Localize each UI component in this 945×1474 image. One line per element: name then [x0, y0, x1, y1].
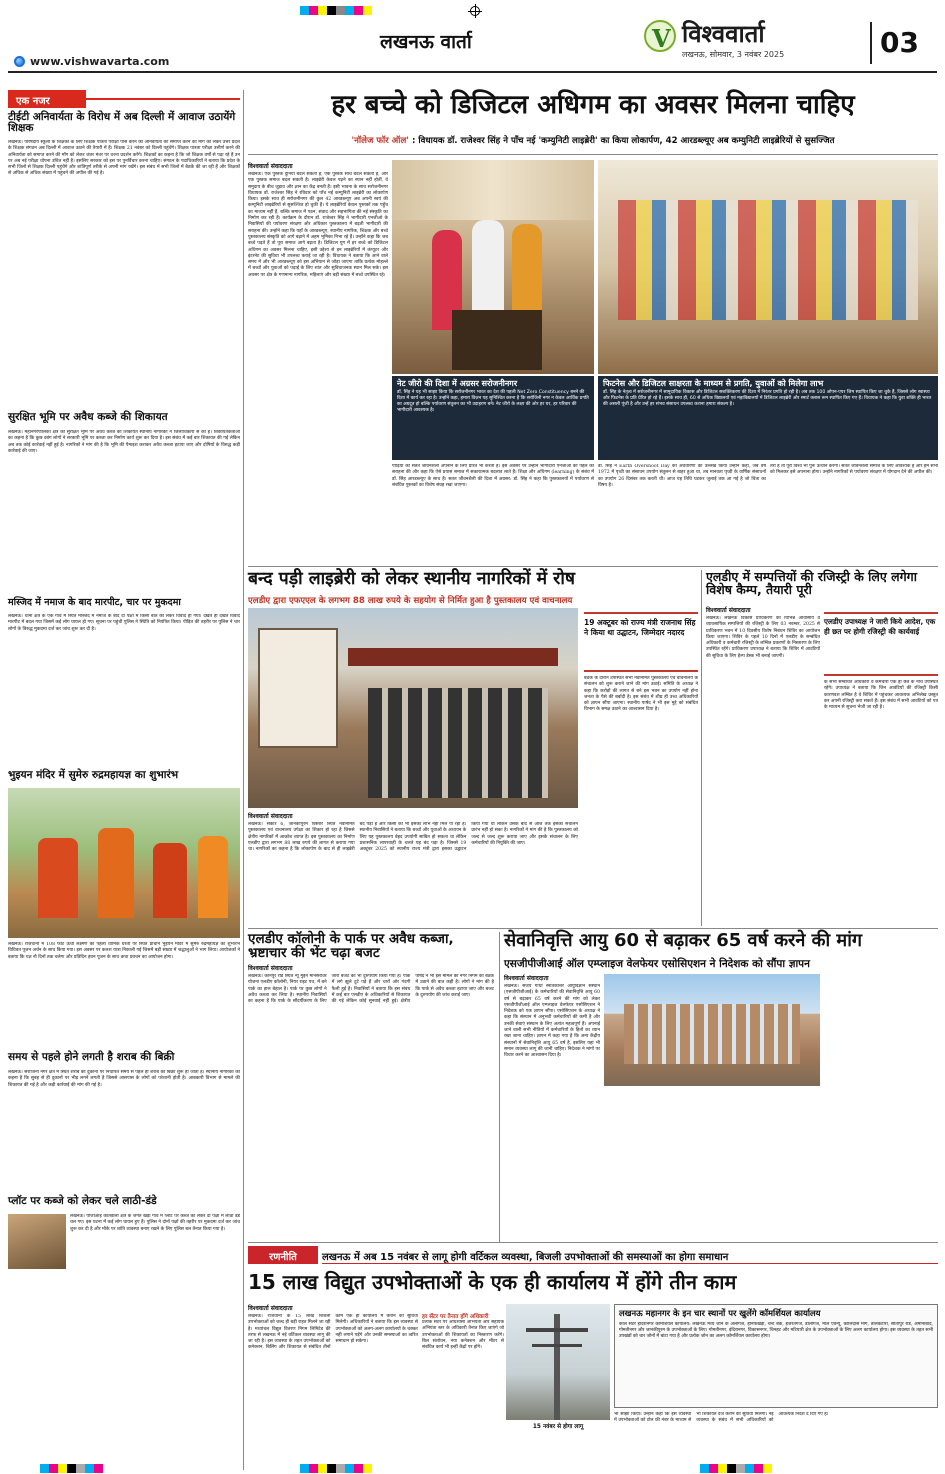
commercial-text: कॉल सेंटर इंदिरानगर कॉमर्शियल कार्यालय: लखनऊ मध्य जोन के अलीगंज, हनिफखेड़ा, चैन्ट बैंक, हजरतगंज, डालीगंज, माल एवेन्यू, कालिदास मार्ग, तालकटोरा, सीतापुर रोड, अमीनाबाद, गोमतीनगर और जानकीपुरम के उपभोक्ताओं के लिए। गोमतीनगर, इंदिरानगर, विकासनगर, चिनहट और मटियारी क्षेत्र के उपभोक्ताओं के लिए अलग कार्यालय होगा। इस व्यवस्था के तहत सभी उपखंडों को चार जोनों में बांटा गया है और प्रत्येक जोन का अलग कॉमर्शियल कार्यालय होगा। [619, 1322, 933, 1340]
lda-headline: एलडीए में सम्पत्तियों की रजिस्ट्री के लिए लगेगा विशेष कैम्प, तैयारी पूरी [706, 569, 917, 598]
lead-rule [248, 154, 938, 155]
library-subhead: एलडीए द्वारा एफएएल के लगभग 88 लाख रुपये के सहयोग से निर्मित हुआ है पुस्तकालय एवं वाचनालय [248, 596, 573, 606]
fitness-caption-text: डॉ. सिंह के नेतृत्व में सरोजनीनगर में सामुदायिक विकास और डिजिटल सशक्तिकरण की दिशा में निरंतर प्रगति हो रही है। अब तक 100 ओपन-एयर जिम स्थापित किए जा चुके हैं, जिससे लोग स्वास्थ्य और फिटनेस के प्रति प्रेरित हो रहे हैं। इसके साथ ही, 60 से अधिक विद्यालयों एवं महाविद्यालयों में डिजिटल लाइब्रेरी और स्मार्ट क्लास रूम स्थापित किए गए हैं। विधायक ने कहा कि युवा शक्ति ही भारत की असली पूंजी है और उन्हें हर संभव संसाधन उपलब्ध कराना हमारा संकल्प है। [603, 390, 932, 407]
header-rule [8, 71, 937, 73]
retirement-body-col3 [824, 974, 938, 1240]
header [0, 0, 945, 72]
lead-bottom-rule [248, 566, 938, 567]
lead-col2: पीढ़ियों को सतत जीवनशैली अपनाने के लिए प्रेरित भी करती है। इस अवसर पर उन्होंने भागीदारी एनजीओ की पहल की सराहना की और कहा कि ऐसे प्रयास समाज में सकारात्मक बदलाव लाते हैं। शिक्षा और अधिगम (learning) के संबंध में डॉ. सिंह आरडब्ल्यूए के साथ हैं। सतत जीवनशैली की दिशा में अग्रसर: डॉ. सिंह ने कहा कि पुस्तकालयों में पर्यावरण से संबंधित पुस्तकों का विशेष संग्रह रखा जाएगा। [392, 464, 594, 488]
color-bar-bottom-right [700, 1464, 772, 1473]
lower-rule [248, 1242, 938, 1243]
power-body: लखनऊ। राजधानी के 15 लाख बिजली उपभोक्ताओं को जल्द ही बड़ी राहत मिलने जा रही है। मध्यांचल विद्युत वितरण निगम लिमिटेड की तरफ से लखनऊ में नई वर्टिकल व्यवस्था लागू की जा रही है। इस व्यवस्था के तहत उपभोक्ताओं को कनेक्शन, बिलिंग और शिकायत से संबंधित तीनों काम एक ही कार्यालय में कराने की सुविधा मिलेगी। अधिकारियों ने बताया कि इस व्यवस्था से उपभोक्ताओं को अलग-अलग कार्यालयों के चक्कर नहीं लगाने पड़ेंगे और उनकी समस्याओं का त्वरित समाधान हो सकेगा। [248, 1314, 418, 1351]
library-callout [584, 612, 698, 672]
lda-body: लखनऊ। लखनऊ विकास प्राधिकरण की विभिन्न आवासीय व व्यावसायिक सम्पत्तियों की रजिस्ट्री के लिए 03 नवम्बर, 2025 से प्राधिकरण भवन में 10 दिवसीय विशेष निबंधन शिविर का आयोजन किया जाएगा। शिविर के पहले 10 दिनों में एलडीए के सम्बंधित अधिकारी व कर्मचारी रजिस्ट्री के लम्बित प्रकरणों के निस्तारण के लिए उपस्थित रहेंगे। प्राधिकरण उपाध्यक्ष ने बताया कि शिविर में आवंटियों की सुविधा के लिए हेल्प डेस्क भी बनाई जाएगी। [706, 616, 820, 659]
header-divider [870, 22, 872, 64]
library-body: लखनऊ। सेक्टर 6, जानकीपुरम विस्तार स्थित नवनिर्मित पुस्तकालय एवं वाचनालय उपेक्षा का शिकार हो रहा है जिससे क्षेत्रीय नागरिकों में आक्रोश व्याप्त है। इस पुस्तकालय का निर्माण एलडीए द्वारा लगभग 88 लाख रुपये की लागत से कराया गया था। नागरिकों का कहना है कि लोकार्पण के बाद से ही लाइब्रेरी बंद पड़ी है और किसी को भी इसका लाभ नहीं मिल पा रहा है। स्थानीय निवासियों ने बताया कि बच्चों और युवाओं के अध्ययन के लिए यह पुस्तकालय बेहद उपयोगी साबित हो सकता था लेकिन प्रशासनिक लापरवाही के चलते यह बंद पड़ा है। जिससे 19 अक्टूबर 2025 को स्थानीय राज्य मंत्री द्वारा इसका उद्घाटन किया गया था लेकिन उसके बाद से आज तक इसका संचालन प्रारंभ नहीं हो सका है। नागरिकों ने मांग की है कि पुस्तकालय को जल्द से जल्द शुरू कराया जाए और इसके संचालन के लिए कर्मचारियों की नियुक्ति की जाए। [248, 822, 578, 853]
park-headline: एलडीए कॉलोनी के पार्क पर अवैध कब्जा, भ्रष्टाचार की भेंट चढ़ा बजट [248, 931, 454, 962]
fitness-caption [598, 376, 938, 460]
left-item-2-title: सुरक्षित भूमि पर अवैध कब्जे की शिकायत [8, 411, 168, 423]
left-item-5-title: समय से पहले होने लगती है शराब की बिक्री [8, 1051, 175, 1063]
retirement-byline: विश्ववार्ता संवाददाता [504, 975, 549, 982]
ek-nazar-label: एक नजर [8, 90, 86, 108]
left-item-2-body: लखनऊ। महानगरपालिका क्षेत्र की सुरक्षित भूमि पर अवैध कब्जे की शिकायत स्थानीय नागरिकों ने जिलाधिकारी से की है। शिकायतकर्ताओं का कहना है कि कुछ दबंग लोगों ने सरकारी भूमि पर कब्जा कर निर्माण कार्य शुरू कर दिया है। इस संबंध में कई बार शिकायत की गई लेकिन अब तक कोई कार्रवाई नहीं हुई है। नागरिकों ने मांग की है कि भूमि की पैमाइश कराकर अवैध कब्जा हटाया जाए और दोषियों के विरुद्ध कड़ी कार्रवाई की जाए। [8, 430, 240, 454]
lead-byline: विश्ववार्ता संवाददाता [248, 163, 293, 170]
net-zero-caption-text: डॉ. सिंह ने यह भी साझा किया कि सरोजनीनगर भारत का देश की पहली Net Zero Constituency बनने की दिशा में कार्य कर रहा है। उन्होंने कहा, हमारा विज़न यह सुनिश्चित करना है कि सरोजिनी नगर न केवल आर्थिक प्रगति का अग्रदूत हो बल्कि पर्यावरण संतुलन का भी उदाहरण बने। नेट जीरो के लक्ष्य की ओर हर घर, हर परिवार की भागीदारी आवश्यक है। [397, 390, 589, 413]
library-headline: बन्द पड़ी लाइब्रेरी को लेकर स्थानीय नागरिकों में रोष [248, 569, 575, 589]
sgpgi-building-photo [604, 974, 820, 1086]
plot-dispute-photo [8, 1214, 66, 1269]
power-strap: लखनऊ में अब 15 नवंबर से लागू होगी वर्टिकल व्यवस्था, बिजली उपभोक्ताओं की समस्याओं का होगा समाधान [322, 1246, 938, 1264]
park-byline: विश्ववार्ता संवाददाता [248, 965, 293, 972]
left-item-6-title: प्लॉट पर कब्जे को लेकर चले लाठी-डंडे [8, 1195, 157, 1207]
lead-subhead-line [248, 134, 938, 146]
lead-subhead-sep: : [411, 136, 419, 146]
site-url[interactable]: www.vishwavarta.com [30, 55, 170, 68]
dateline: लखनऊ, सोमवार, 3 नवंबर 2025 [682, 50, 785, 59]
lda-callout [824, 612, 938, 676]
library-callout-text: 19 अक्टूबर को राज्य मंत्री राजनाथ सिंह ने किया था उद्घाटन, जिम्मेदार नदारद [584, 618, 696, 637]
brand-name: विश्ववार्ता [682, 20, 765, 48]
left-item-4-title: भुइयन मंदिर में सुमेरु रुद्रमहायज्ञ का शुभारंभ [8, 769, 179, 781]
library-divider [701, 570, 702, 926]
community-photo [598, 160, 938, 374]
retirement-subhead: एसजीपीजीआई ऑल एम्प्लाइज वेलफेयर एसोसिएशन ने निदेशक को सौंपा ज्ञापन [504, 958, 810, 970]
mid-rule [248, 928, 938, 929]
left-item-4-body: लखनऊ। राजधानी में 108 फीट ऊंची लक्ष्मण की पहली धार्मिक धरती पर स्थित प्राचीन भुइयन मंदिर में सुमेरु रुद्रमहायज्ञ का शुभारंभ विधिवत पूजन अर्चन के साथ किया गया। इस अवसर पर कलश यात्रा निकाली गई जिसमें बड़ी संख्या में श्रद्धालुओं ने भाग लिया। आयोजकों ने बताया कि यज्ञ नौ दिनों तक चलेगा और प्रतिदिन हवन पूजन के साथ कथा प्रवचन का आयोजन होगा। [8, 942, 240, 960]
power-pole-photo [506, 1304, 610, 1420]
closed-library-photo [248, 608, 578, 808]
power-byline: विश्ववार्ता संवाददाता [248, 1305, 293, 1312]
library-byline: विश्ववार्ता संवाददाता [248, 813, 293, 820]
lda-byline: विश्ववार्ता संवाददाता [706, 607, 751, 614]
park-body: लखनऊ। कानपुर रोड स्थित न्यू मुईन मानसरोवर योजना एलडीए कॉलोनी, नियर राइट पथ, में बने पार्क का हाल बेहाल है। पार्क पर कुछ लोगों ने अवैध कब्जा कर लिया है। स्थानीय निवासियों का कहना है कि पार्क के सौंदर्यीकरण के लिए जारी बजट का भी दुरुपयोग किया गया है। पार्क में लगे झूले टूटे पड़े हैं और चारों ओर गंदगी फैली हुई है। निवासियों ने बताया कि इस संबंध में कई बार एलडीए के अधिकारियों से शिकायत की गई लेकिन कोई सुनवाई नहीं हुई। क्षेत्रीय पार्षद ने भी इस मामले को नगर निगम की बैठक में उठाने की बात कही है। लोगों ने मांग की है कि पार्क से अवैध कब्जा हटाया जाए और बजट के दुरुपयोग की जांच कराई जाए। [248, 974, 494, 1005]
color-bar-bottom-left [40, 1464, 103, 1473]
yagya-photo [8, 788, 240, 938]
power-photo-caption: 15 नवंबर से होगा लागू [532, 1424, 584, 1430]
left-column [8, 90, 240, 1472]
vishwavarta-logo: V [642, 18, 678, 58]
retirement-body: लखनऊ। संजय गांधी स्नातकोत्तर आयुर्विज्ञान संस्थान (एसजीपीजीआई) के कर्मचारियों की सेवानिवृत्ति आयु 60 वर्ष से बढ़ाकर 65 वर्ष करने की मांग को लेकर एसजीपीजीआई ऑल एम्प्लाइज वेलफेयर एसोसिएशन ने निदेशक को एक ज्ञापन सौंपा। एसोसिएशन के अध्यक्ष ने कहा कि संस्थान में अनुभवी कर्मचारियों की कमी है और उनकी सेवाएं संस्थान के लिए अत्यंत महत्वपूर्ण हैं। अपनाई जाने वाली सभी नीतियों में कर्मचारियों के हितों का ध्यान रखा जाना चाहिए। ज्ञापन में कहा गया है कि अन्य केंद्रीय संस्थानों में सेवानिवृत्ति आयु 65 वर्ष है, इसलिए यहां भी समान व्यवस्था लागू की जानी चाहिए। निदेशक ने मांगों पर विचार करने का आश्वासन दिया है। [504, 984, 600, 1059]
retirement-body-cont [604, 1090, 820, 1240]
retirement-headline: सेवानिवृत्ति आयु 60 से बढ़ाकर 65 वर्ष करने की मांग [504, 930, 862, 951]
left-item-6-body: लखनऊ। पीजीआई कोतवाली क्षेत्र के जगत खेड़ा गांव में प्लॉट पर कब्जे को लेकर दो पक्षों में लाठी डंडे चल गए। इस घटना में कई लोग घायल हुए हैं। पुलिस ने दोनों पक्षों की तहरीर पर मुकदमा दर्ज कर जांच शुरू कर दी है और मौके पर शांति व्यवस्था बनाए रखने के लिए पुलिस बल तैनात किया गया है। [70, 1214, 240, 1232]
lead-kicker: 'नॉलेज फॉर ऑल' [351, 136, 409, 146]
commercial-box [614, 1304, 938, 1408]
ek-nazar-rule [86, 98, 240, 100]
left-column-divider [243, 90, 244, 1470]
power-section-tag: रणनीति [248, 1246, 318, 1264]
left-item-6-body-cont [8, 1274, 240, 1470]
lead-subhead: विधायक डॉ. राजेश्वर सिंह ने पाँच नई 'कम्युनिटी लाइब्रेरी' का किया लोकार्पण, 42 आरडब्ल्यूए अब कम्युनिटी लाइब्रेरियों से सुसज्जित [418, 136, 835, 146]
lead-col4: तेरी है तो पूरा विश्व भी पुनः उत्थान करेगा। सतत जीवनशैली समाज के लिए आवश्यक है और हम सभी को मिलकर इसे अपनाना होगा। उन्होंने नागरिकों से पर्यावरण संरक्षण में योगदान देने की अपील की। [770, 464, 938, 476]
color-bar-bottom-mid [300, 1464, 372, 1473]
lead-col3: डॉ. सिंह ने Earth Overshoot Day की अवधारणा का उल्लेख किया उन्होंने कहा, जब वर्ष 1972 में पृथ्वी का संसाधन उपयोग संतुलन से बाहर हुआ था, तब मानवता पृथ्वी के वार्षिक संसाधनों का उपयोग 26 दिसंबर तक करती थी। आज यह तिथि घटकर जुलाई तक आ गई है जो चिंता का विषय है। [598, 464, 766, 488]
lead-body: लखनऊ। एक पुस्तक दुनिया बदल सकती है, एक पुस्तक सोच बदल सकती है, और एक पुस्तक समाज बदल सकती है। लाइब्रेरी केवल पढ़ने का स्थान नहीं होतीं, वे समुदाय के बीच जुड़ाव और ज्ञान का केंद्र बनती हैं। इसी भावना के साथ सरोजनीनगर विधायक डॉ. राजेश्वर सिंह ने रविवार को पाँच नई कम्युनिटी लाइब्रेरी का लोकार्पण किया। इसके साथ ही सरोजनीनगर की कुल 42 आरडब्ल्यूए अब अपनी स्वयं की कम्युनिटी लाइब्रेरियों से सुसज्जित हो चुकी हैं। ये लाइब्रेरियाँ केवल पुस्तकों तक पहुँच का माध्यम नहीं हैं, बल्कि समाज में पठन, संवाद और सहभागिता की नई संस्कृति का निर्माण कर रही हैं। कार्यक्रम के दौरान डॉ. राजेश्वर सिंह ने भागीदारी एनजीओ के निवासियों की पर्यावरण संरक्षण और अधिकार पुस्तकालय में बढ़ती भागीदारी की सराहना की। उन्होंने कहा कि यहाँ के आरडब्ल्यूए, स्थानीय नागरिक, शिक्षक और बच्चे पुस्तकालय संस्कृति को आगे बढ़ाने में अहम भूमिका निभा रहे हैं। उन्होंने कहा कि जब बच्चे पढ़ते हैं तो पूरा समाज आगे बढ़ता है। डिजिटल युग में हर बच्चे को डिजिटल अधिगम का अवसर मिलना चाहिए, इसी उद्देश्य से इन लाइब्रेरियों में कंप्यूटर और इंटरनेट की सुविधा भी उपलब्ध कराई जा रही है। विधायक ने बताया कि आने वाले समय में और भी आरडब्ल्यूए को इस अभियान से जोड़ा जाएगा ताकि प्रत्येक मोहल्ले में बच्चों और युवाओं को पढ़ाई के लिए शांत और सुविधाजनक स्थान मिल सके। इस अवसर पर क्षेत्र के गणमान्य नागरिक, महिलाएं और बड़ी संख्या में बच्चे उपस्थित रहे। [248, 172, 388, 278]
power-headline: 15 लाख विद्युत उपभोक्ताओं के एक ही कार्यालय में होंगे तीन काम [248, 1270, 737, 1294]
power-body2: प्रत्येक सेंटर पर अधिशासी अभियंता और सहायक अभियंता स्तर के अधिकारी तैनात किए जाएंगे जो उपभोक्ताओं की शिकायतों का निस्तारण करेंगे। बिल संशोधन, नया कनेक्शन और मीटर से संबंधित कार्य भी इन्हीं केंद्रों पर होंगे। [422, 1320, 504, 1351]
section-title: लखनऊ वार्ता [380, 31, 472, 53]
left-item-3-title: मस्जिद में नमाज के बाद मारपीट, चार पर मुकदमा [8, 597, 181, 608]
commercial-title: लखनऊ महानगर के इन चार स्थानों पर खुलेंगे कॉमर्शियल कार्यालय [619, 1308, 821, 1318]
page-number: 03 [880, 26, 919, 59]
net-zero-caption [392, 376, 594, 460]
lead-headline: हर बच्चे को डिजिटल अधिगम का अवसर मिलना चाहिए [331, 90, 855, 120]
left-item-5-body: लखनऊ। सरोजिनी नगर क्षेत्र में स्थित शराब की दुकानों पर निर्धारित समय से पहले ही शराब की बिक्री शुरू हो जाती है। स्थानीय नागरिकों का कहना है कि सुबह से ही दुकानों पर भीड़ लगने लगती है जिससे आसपास के लोगों को परेशानी होती है। आबकारी विभाग से मामले की शिकायत की गई है और कड़ी कार्रवाई की मांग की गई है। [8, 1070, 240, 1088]
fitness-caption-title: फिटनेस और डिजिटल साक्षरता के माध्यम से प्रगति, युवाओं को मिलेगा लाभ [603, 379, 824, 388]
library-body2: बैठक के दौरान उपस्थित सभी नवनिर्मित पुस्तकालय एवं वाचनालय के संचालन को शुरू कराने जाने की मांग उठाई। समिति के अध्यक्ष ने कहा कि करोड़ों की लागत से बने इस भवन का उपयोग नहीं होना जनता के पैसे की बर्बादी है। इस संबंध में शीघ्र ही उच्च अधिकारियों को ज्ञापन सौंपा जाएगा। स्थानीय पार्षद ने भी इस मुद्दे को संबंधित विभाग के समक्ष उठाने का आश्वासन दिया है। [584, 676, 698, 713]
lda-body2: के सभी सम्बंधित अधिकारी व कर्मचारी एक ही छत के नीचे उपस्थित रहेंगे। उपाध्यक्ष ने बताया कि जिन आवंटियों की रजिस्ट्री किसी कारणवश लम्बित है वे शिविर में पहुंचकर आवश्यक अभिलेख प्रस्तुत कर अपनी रजिस्ट्री करा सकते हैं। इस संबंध में सभी आवंटियों को पत्र के माध्यम से सूचना भेजी जा रही है। [824, 680, 938, 711]
library-launch-photo [392, 160, 594, 374]
left-item-3-body: लखनऊ। थाना क्षेत्र के एक गांव में स्थित मस्जिद में नमाज के बाद दो पक्षों में किसी बात को लेकर विवाद हो गया। देखते ही देखते विवाद मारपीट में बदल गया जिसमें कई लोग घायल हो गए। सूचना पर पहुंची पुलिस ने स्थिति को नियंत्रित किया। पीड़ित की तहरीर पर पुलिस ने चार लोगों के विरुद्ध मुकदमा दर्ज कर जांच शुरू कर दी है। [8, 614, 240, 632]
lda-callout-text: एलडीए उपाध्यक्ष ने जारी किये आदेश, एक ही छत पर होगी रजिस्ट्री की कार्यवाई [824, 617, 936, 636]
power-subsection: हर सेंटर पर तैनात होंगे अधिकारी [422, 1314, 489, 1320]
power-col3: भी साझा किया। उन्होंने कहा कि इस व्यवस्था में उपभोक्ताओं को टोल फ्री नंबर के माध्यम से भी शिकायत दर्ज कराने की सुविधा मिलेगी। नई व्यवस्था के संबंध में सभी अधिकारियों को आवश्यक निर्देश दे दिए गए हैं। [614, 1412, 829, 1424]
park-divider [499, 932, 500, 1242]
left-item-1-body: लखनऊ। परिषदीय स्कूलों के शिक्षकों के लिए शिक्षक पात्रता परीक्षा पास करने की अनिवार्यता को समाप्त करने की माँग को लेकर उत्तर प्रदेश के शिक्षक संगठन अब दिल्ली में आवाज उठाने की तैयारी में हैं। शिक्षक 21 नवंबर को दिल्ली पहुंचेंगे। शिक्षक पात्रता परीक्षा उत्तीर्ण करने की अनिवार्यता को समाप्त करने की माँग को लेकर जंतर मंतर पर धरना प्रदर्शन करेंगे। शिक्षकों का कहना है कि जो शिक्षक वर्षों से पढ़ा रहे हैं उन पर अब नई परीक्षा थोपना उचित नहीं है। इसलिए सरकार को इस पर पुनर्विचार करना चाहिए। संगठन के पदाधिकारियों ने बताया कि प्रदेश के सभी जिलों से शिक्षक दिल्ली पहुंचेंगे और शांतिपूर्ण तरीके से अपनी मांग रखेंगे। इस संबंध में सभी जिलों में बैठकें की जा रही हैं और शिक्षकों से अधिक से अधिक संख्या में पहुंचने की अपील की गई है। [8, 140, 240, 177]
left-item-1-title: टीईटी अनिवार्यता के विरोध में अब दिल्ली में आवाज उठायेंगे शिक्षक [8, 111, 236, 135]
globe-icon [14, 56, 25, 67]
net-zero-caption-title: नेट जीरो की दिशा में अग्रसर सरोजनीनगर [397, 379, 518, 388]
